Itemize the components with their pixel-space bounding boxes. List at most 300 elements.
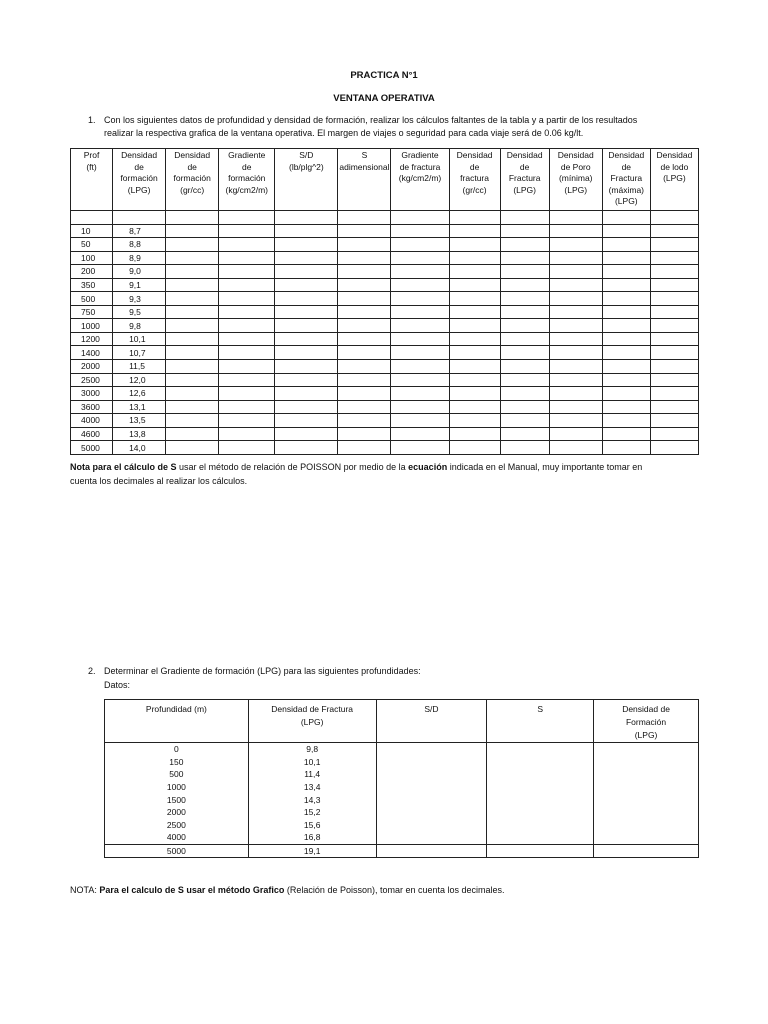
depth-cell: 5000 <box>71 441 113 455</box>
table-row <box>71 427 699 441</box>
table1-header-line: de <box>621 161 632 172</box>
empty-cell <box>219 427 275 441</box>
q1-line2: realizar la respectiva grafica de la ventana operativa. El margen de viajes o seguridad para cada viaje será de 0.06 kg/lt. <box>104 128 584 138</box>
empty-cell <box>166 224 219 238</box>
table-row <box>71 292 699 306</box>
empty-cell <box>166 387 219 401</box>
depth-cell: 150 <box>105 756 249 769</box>
depth-cell: 2000 <box>105 806 249 819</box>
table-row <box>71 373 699 387</box>
empty-cell <box>602 224 650 238</box>
empty-cell <box>594 844 699 858</box>
empty-cell <box>594 781 699 794</box>
depth-cell: 1500 <box>105 793 249 806</box>
empty-cell <box>275 414 338 428</box>
table1-header-line: Fractura <box>610 173 643 183</box>
empty-cell <box>602 387 650 401</box>
table1-header-line: formación <box>228 173 266 183</box>
table1-header-cell <box>549 149 602 211</box>
table2-header-line: Formación <box>625 717 667 727</box>
table1-header-line: formación <box>120 173 158 183</box>
table-row <box>71 211 699 225</box>
empty-cell <box>275 441 338 455</box>
depth-cell: 100 <box>71 251 113 265</box>
empty-cell <box>166 305 219 319</box>
depth-cell: 2500 <box>105 819 249 832</box>
note-2-prefix: NOTA: <box>70 885 100 895</box>
table2-header-line: Profundidad (m) <box>145 704 207 714</box>
empty-cell <box>650 400 698 414</box>
density-cell: 14,0 <box>113 441 166 455</box>
depth-cell: 4000 <box>71 414 113 428</box>
empty-cell <box>275 265 338 279</box>
empty-cell <box>275 346 338 360</box>
table-row <box>71 251 699 265</box>
table-row <box>71 441 699 455</box>
empty-cell <box>275 360 338 374</box>
empty-cell <box>338 265 391 279</box>
note-1-text-end: indicada en el Manual, muy importante tomar en <box>447 462 643 472</box>
table2-header-cell <box>105 700 249 743</box>
table1-header-line: Fractura <box>508 173 541 183</box>
empty-cell <box>391 305 449 319</box>
empty-cell <box>275 373 338 387</box>
empty-cell <box>650 360 698 374</box>
density-cell: 8,8 <box>113 238 166 252</box>
table1-header-line: de lodo <box>660 161 689 172</box>
table1-header-line: S/D <box>299 150 314 160</box>
table-row <box>105 844 699 858</box>
density-cell: 15,6 <box>248 819 376 832</box>
table1-header-line: fractura <box>460 173 489 183</box>
table1-header-line: de <box>469 161 480 172</box>
empty-cell <box>338 278 391 292</box>
empty-cell <box>650 332 698 346</box>
table1-header-cell <box>650 149 698 211</box>
note-1-text: usar el método de relación de POISSON por medio de la <box>176 462 409 472</box>
depth-cell: 4600 <box>71 427 113 441</box>
empty-cell <box>594 806 699 819</box>
empty-cell <box>602 305 650 319</box>
empty-cell <box>376 806 487 819</box>
page-title: PRACTICA N°1 <box>350 70 418 81</box>
empty-cell <box>391 292 449 306</box>
empty-cell <box>549 400 602 414</box>
density-cell: 19,1 <box>248 844 376 858</box>
empty-cell <box>500 305 549 319</box>
density-cell: 11,4 <box>248 768 376 781</box>
table1-header-line: (mínima) <box>558 173 593 183</box>
table-row <box>71 238 699 252</box>
empty-cell <box>500 265 549 279</box>
empty-cell <box>602 414 650 428</box>
table-row <box>105 831 699 844</box>
empty-cell <box>219 251 275 265</box>
empty-cell <box>549 305 602 319</box>
empty-cell <box>487 831 594 844</box>
table2-header-cell <box>376 700 487 743</box>
empty-cell <box>166 360 219 374</box>
empty-cell <box>166 427 219 441</box>
note-1 <box>70 461 710 474</box>
empty-cell <box>219 373 275 387</box>
table1-header-line: de fractura <box>399 161 441 172</box>
table1-header-cell <box>391 149 449 211</box>
table2-header-line: (LPG) <box>634 730 658 740</box>
empty-cell <box>602 265 650 279</box>
table1-header-line: Densidad <box>557 150 594 160</box>
table1-header-line: (kg/cm2/m) <box>398 173 442 183</box>
table1-header-cell <box>219 149 275 211</box>
table-row <box>71 414 699 428</box>
q1-line1: Con los siguientes datos de profundidad y densidad de formación, realizar los cálculos faltantes de la tabla y a partir de los resultados <box>104 115 638 125</box>
table1-header-line: de <box>242 161 252 172</box>
empty-cell <box>391 278 449 292</box>
depth-cell: 2500 <box>71 373 113 387</box>
density-cell: 8,9 <box>113 251 166 265</box>
empty-cell <box>449 346 500 360</box>
empty-cell <box>602 211 650 225</box>
table2-header-line: S/D <box>424 704 439 714</box>
empty-cell <box>650 427 698 441</box>
density-cell: 9,3 <box>113 292 166 306</box>
empty-cell <box>549 211 602 225</box>
empty-cell <box>275 332 338 346</box>
empty-cell <box>391 224 449 238</box>
density-cell: 12,0 <box>113 373 166 387</box>
empty-cell <box>338 360 391 374</box>
empty-cell <box>219 360 275 374</box>
density-cell: 12,6 <box>113 387 166 401</box>
empty-cell <box>500 387 549 401</box>
empty-cell <box>376 819 487 832</box>
depth-cell: 350 <box>71 278 113 292</box>
empty-cell <box>219 305 275 319</box>
density-cell: 9,8 <box>248 743 376 756</box>
empty-cell <box>549 373 602 387</box>
q2-line1: Determinar el Gradiente de formación (LPG) para las siguientes profundidades: <box>104 666 421 676</box>
empty-cell <box>449 292 500 306</box>
empty-cell <box>549 224 602 238</box>
table-row <box>71 278 699 292</box>
density-cell: 13,4 <box>248 781 376 794</box>
empty-cell <box>166 332 219 346</box>
empty-cell <box>549 265 602 279</box>
empty-cell <box>500 251 549 265</box>
empty-cell <box>594 768 699 781</box>
empty-cell <box>391 346 449 360</box>
empty-cell <box>594 743 699 756</box>
empty-cell <box>500 292 549 306</box>
table1-header-line: Prof <box>83 150 100 160</box>
page-subtitle: VENTANA OPERATIVA <box>333 93 435 104</box>
empty-cell <box>500 332 549 346</box>
empty-cell <box>376 756 487 769</box>
empty-cell <box>500 360 549 374</box>
density-cell: 13,8 <box>113 427 166 441</box>
empty-cell <box>549 346 602 360</box>
table1-header-cell <box>275 149 338 211</box>
empty-cell <box>650 224 698 238</box>
table1-header-line: Densidad <box>121 150 158 160</box>
empty-cell <box>449 278 500 292</box>
table1-header-cell <box>500 149 549 211</box>
empty-cell <box>338 292 391 306</box>
empty-cell <box>166 278 219 292</box>
empty-cell <box>166 238 219 252</box>
table1-header-cell <box>113 149 166 211</box>
empty-cell <box>391 251 449 265</box>
empty-cell <box>376 844 487 858</box>
empty-cell <box>500 427 549 441</box>
empty-cell <box>594 756 699 769</box>
table2-header-cell <box>487 700 594 743</box>
empty-cell <box>549 427 602 441</box>
empty-cell <box>449 238 500 252</box>
empty-cell <box>549 278 602 292</box>
empty-cell <box>391 332 449 346</box>
empty-cell <box>219 211 275 225</box>
density-cell: 9,0 <box>113 265 166 279</box>
empty-cell <box>219 238 275 252</box>
empty-cell <box>449 414 500 428</box>
depth-cell: 1000 <box>105 781 249 794</box>
table1-header-line: Densidad <box>456 150 493 160</box>
empty-cell <box>391 373 449 387</box>
empty-cell <box>219 278 275 292</box>
empty-cell <box>338 414 391 428</box>
empty-cell <box>275 319 338 333</box>
empty-cell <box>376 793 487 806</box>
table2-header-line: (LPG) <box>300 717 324 727</box>
empty-cell <box>602 292 650 306</box>
empty-cell <box>166 211 219 225</box>
density-cell: 14,3 <box>248 793 376 806</box>
density-cell: 10,1 <box>248 756 376 769</box>
depth-cell: 5000 <box>105 844 249 858</box>
table2-header-cell <box>248 700 376 743</box>
table1-header-line: de Poro <box>560 161 591 172</box>
depth-cell: 4000 <box>105 831 249 844</box>
table-row <box>105 756 699 769</box>
empty-cell <box>166 414 219 428</box>
empty-cell <box>650 265 698 279</box>
table1-header-line: S <box>361 150 368 160</box>
table-row <box>105 743 699 756</box>
density-cell: 13,5 <box>113 414 166 428</box>
table1-header-line: de <box>134 161 144 172</box>
empty-cell <box>602 427 650 441</box>
table-row <box>71 346 699 360</box>
empty-cell <box>219 400 275 414</box>
table1-header-line: Densidad <box>174 150 211 160</box>
empty-cell <box>166 265 219 279</box>
table1-header-line: (LPG) <box>127 184 151 195</box>
depth-cell: 10 <box>71 224 113 238</box>
empty-cell <box>500 346 549 360</box>
empty-cell <box>602 251 650 265</box>
empty-cell <box>500 278 549 292</box>
note-2 <box>70 884 505 897</box>
empty-cell <box>275 211 338 225</box>
depth-cell: 750 <box>71 305 113 319</box>
empty-cell <box>219 332 275 346</box>
depth-cell: 200 <box>71 265 113 279</box>
empty-cell <box>376 781 487 794</box>
q2-number: 2. <box>88 666 96 676</box>
empty-cell <box>650 441 698 455</box>
table1-header-cell <box>449 149 500 211</box>
density-cell: 16,8 <box>248 831 376 844</box>
empty-cell <box>338 441 391 455</box>
table2-header-line: S <box>537 704 544 714</box>
empty-cell <box>549 319 602 333</box>
empty-cell <box>500 319 549 333</box>
empty-cell <box>602 373 650 387</box>
empty-cell <box>549 441 602 455</box>
empty-cell <box>650 251 698 265</box>
empty-cell <box>391 427 449 441</box>
empty-cell <box>166 441 219 455</box>
table1-header-line: Densidad <box>608 150 645 160</box>
empty-cell <box>549 360 602 374</box>
empty-cell <box>219 387 275 401</box>
empty-cell <box>219 414 275 428</box>
empty-cell <box>166 373 219 387</box>
empty-cell <box>391 238 449 252</box>
table1-header-line: (gr/cc) <box>462 184 487 195</box>
density-cell: 13,1 <box>113 400 166 414</box>
empty-cell <box>338 319 391 333</box>
q1-number: 1. <box>88 115 96 125</box>
empty-cell <box>602 400 650 414</box>
empty-cell <box>500 211 549 225</box>
empty-cell <box>376 768 487 781</box>
table1-header-line: (LPG) <box>663 173 686 183</box>
table1-header-line: (LPG) <box>513 184 536 195</box>
table1-header-line: Gradiente <box>228 150 266 160</box>
empty-cell <box>376 831 487 844</box>
empty-cell <box>166 292 219 306</box>
empty-cell <box>219 224 275 238</box>
empty-cell <box>166 400 219 414</box>
empty-cell <box>500 414 549 428</box>
empty-cell <box>602 360 650 374</box>
depth-cell: 3000 <box>71 387 113 401</box>
empty-cell <box>219 346 275 360</box>
table-row <box>71 319 699 333</box>
empty-cell <box>449 224 500 238</box>
empty-cell <box>275 278 338 292</box>
depth-cell: 1000 <box>71 319 113 333</box>
empty-cell <box>449 211 500 225</box>
empty-cell <box>338 427 391 441</box>
empty-cell <box>166 319 219 333</box>
empty-cell <box>594 819 699 832</box>
empty-cell <box>166 251 219 265</box>
empty-cell <box>487 743 594 756</box>
table-row <box>71 360 699 374</box>
depth-cell: 500 <box>71 292 113 306</box>
empty-cell <box>487 793 594 806</box>
empty-cell <box>449 305 500 319</box>
table-row <box>71 224 699 238</box>
density-cell: 9,8 <box>113 319 166 333</box>
empty-cell <box>338 224 391 238</box>
empty-cell <box>449 387 500 401</box>
empty-cell <box>449 265 500 279</box>
empty-cell <box>549 292 602 306</box>
empty-cell <box>113 211 166 225</box>
empty-cell <box>500 400 549 414</box>
empty-cell <box>338 238 391 252</box>
depth-cell: 1200 <box>71 332 113 346</box>
table1-header-line: Gradiente <box>401 150 439 160</box>
table1-header-line: (lb/plg^2) <box>288 161 324 172</box>
empty-cell <box>338 373 391 387</box>
table1-header-cell <box>71 149 113 211</box>
table-row <box>71 332 699 346</box>
empty-cell <box>449 319 500 333</box>
empty-cell <box>549 238 602 252</box>
empty-cell <box>338 332 391 346</box>
q2-datos-label: Datos: <box>104 680 131 690</box>
table1-header-line: formación <box>173 173 211 183</box>
empty-cell <box>602 441 650 455</box>
empty-cell <box>487 819 594 832</box>
empty-cell <box>602 319 650 333</box>
depth-cell: 3600 <box>71 400 113 414</box>
empty-cell <box>449 400 500 414</box>
empty-cell <box>391 400 449 414</box>
table-gradiente-formacion <box>104 699 699 858</box>
empty-cell <box>487 781 594 794</box>
empty-cell <box>391 211 449 225</box>
empty-cell <box>391 319 449 333</box>
table1-header-line: Densidad <box>656 150 693 160</box>
table2-header-line: Densidad de <box>622 704 670 714</box>
note-2-text: (Relación de Poisson), tomar en cuenta los decimales. <box>284 885 505 895</box>
depth-cell: 1400 <box>71 346 113 360</box>
table-row <box>71 265 699 279</box>
depth-cell: 500 <box>105 768 249 781</box>
empty-cell <box>594 793 699 806</box>
empty-cell <box>275 224 338 238</box>
empty-cell <box>549 387 602 401</box>
empty-cell <box>275 251 338 265</box>
empty-cell <box>650 387 698 401</box>
empty-cell <box>166 346 219 360</box>
table-row <box>105 793 699 806</box>
empty-cell <box>338 387 391 401</box>
empty-cell <box>219 292 275 306</box>
empty-cell <box>449 427 500 441</box>
table1-header-line: de <box>187 161 197 172</box>
empty-cell <box>549 414 602 428</box>
density-cell: 11,5 <box>113 360 166 374</box>
depth-cell: 0 <box>105 743 249 756</box>
empty-cell <box>449 360 500 374</box>
density-cell: 9,1 <box>113 278 166 292</box>
table-row <box>71 305 699 319</box>
empty-cell <box>391 265 449 279</box>
empty-cell <box>449 441 500 455</box>
empty-cell <box>487 756 594 769</box>
note-2-bold: Para el calculo de S usar el método Grafico <box>99 885 285 895</box>
table1-header-cell <box>602 149 650 211</box>
table-row <box>105 819 699 832</box>
table1-header-line: de <box>519 161 530 172</box>
